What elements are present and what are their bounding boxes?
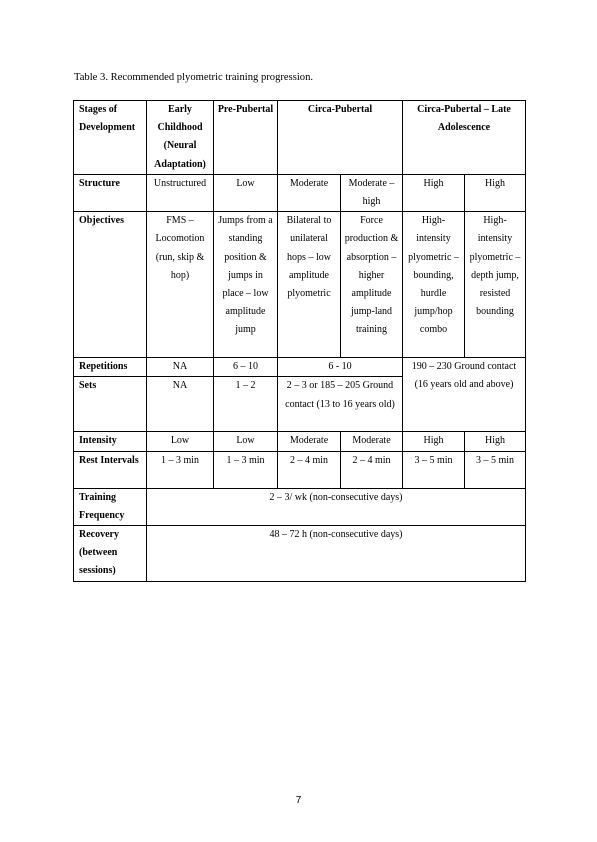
table-row [74, 174, 526, 211]
table-row [74, 488, 526, 525]
table-cell: Unstructured [147, 174, 214, 211]
row-label-repetitions: Repetitions [74, 358, 147, 377]
table-cell: High [465, 174, 526, 211]
table-row [74, 212, 526, 358]
table-cell: Bilateral to unilateral hops – low amplitude plyometric [278, 212, 341, 358]
table-cell: 6 - 10 [278, 358, 403, 377]
table-cell: Low [214, 432, 278, 451]
table-cell: FMS – Locomotion (run, skip & hop) [147, 212, 214, 358]
table-cell: 2 – 4 min [278, 451, 341, 488]
table-cell: 3 – 5 min [465, 451, 526, 488]
header-circa-pubertal: Circa-Pubertal [278, 101, 403, 175]
header-pre-pubertal: Pre-Pubertal [214, 101, 278, 175]
table-cell: High-intensity plyometric – depth jump, resisted bounding [465, 212, 526, 358]
row-label-structure: Structure [74, 174, 147, 211]
row-label-rest-intervals: Rest Intervals [74, 451, 147, 488]
page-number: 7 [295, 795, 302, 806]
table-cell: 6 – 10 [214, 358, 278, 377]
table-row [74, 432, 526, 451]
table-cell: Force production & absorption – higher amplitude jump-land training [341, 212, 403, 358]
plyometric-progression-table [73, 100, 526, 582]
table-cell: High-intensity plyometric – bounding, hurdle jump/hop combo [403, 212, 465, 358]
row-label-recovery: Recovery (between sessions) [74, 526, 147, 582]
table-cell: NA [147, 358, 214, 377]
table-cell: 48 – 72 h (non-consecutive days) [147, 526, 526, 582]
table-cell: 1 – 2 [214, 377, 278, 432]
table-cell: Moderate – high [341, 174, 403, 211]
table-cell: 2 – 4 min [341, 451, 403, 488]
row-label-intensity: Intensity [74, 432, 147, 451]
table-cell: 1 – 3 min [214, 451, 278, 488]
header-early-childhood: Early Childhood (Neural Adaptation) [147, 101, 214, 175]
table-cell: Moderate [278, 174, 341, 211]
header-stages: Stages of Development [74, 101, 147, 175]
table-cell: Low [147, 432, 214, 451]
table-cell: Jumps from a standing position & jumps in place – low amplitude jump [214, 212, 278, 358]
table-cell: High [403, 432, 465, 451]
table-header-row [74, 101, 526, 175]
table-cell: 2 – 3/ wk (non-consecutive days) [147, 488, 526, 525]
table-caption: Table 3. Recommended plyometric training progression. [74, 72, 314, 83]
row-label-objectives: Objectives [74, 212, 147, 358]
row-label-sets: Sets [74, 377, 147, 432]
table-cell-ground-contact: 190 – 230 Ground contact (16 years old and above) [403, 358, 526, 432]
table-cell: 3 – 5 min [403, 451, 465, 488]
table-cell: Moderate [278, 432, 341, 451]
table-cell: Low [214, 174, 278, 211]
table-cell: NA [147, 377, 214, 432]
header-late-adolescence: Circa-Pubertal – Late Adolescence [403, 101, 526, 175]
table-cell: High [403, 174, 465, 211]
table-cell: 2 – 3 or 185 – 205 Ground contact (13 to 16 years old) [278, 377, 403, 432]
row-label-training-frequency: Training Frequency [74, 488, 147, 525]
table-row [74, 526, 526, 582]
table-cell: 1 – 3 min [147, 451, 214, 488]
table-row [74, 358, 526, 377]
table-cell: High [465, 432, 526, 451]
table-row [74, 451, 526, 488]
table-cell: Moderate [341, 432, 403, 451]
